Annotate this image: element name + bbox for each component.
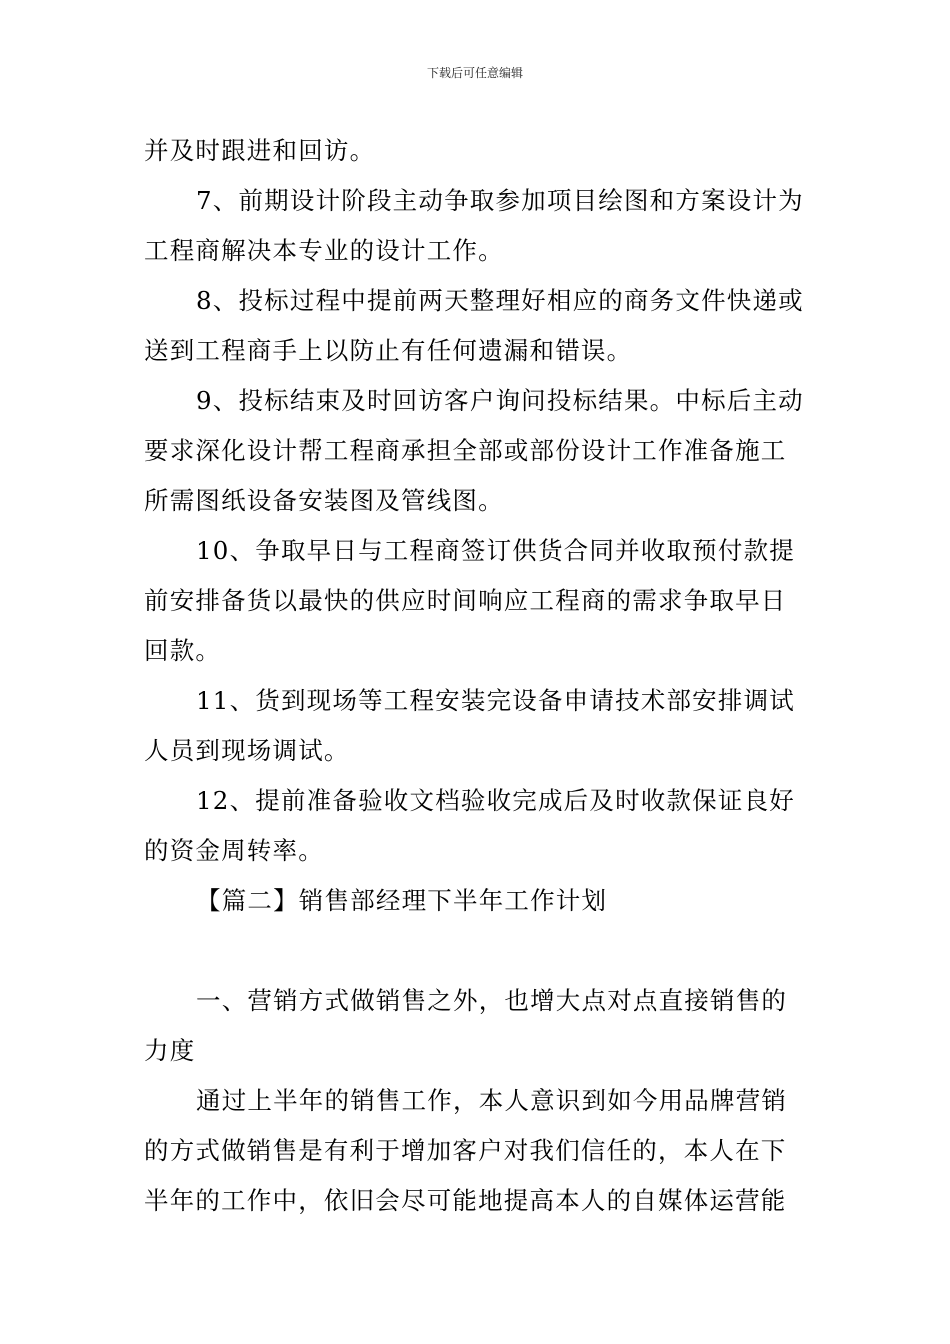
document-body	[144, 126, 810, 1226]
subsection-heading: 一、营销方式做销售之外，也增大点对点直接销售的力度	[144, 986, 788, 1065]
paragraph-item-11: 11、货到现场等工程安装完设备申请技术部安排调试人员到现场调试。	[144, 686, 795, 765]
paragraph-item-8: 8、投标过程中提前两天整理好相应的商务文件快递或送到工程商手上以防止有任何遗漏和错误。	[144, 286, 804, 365]
paragraph-item-10: 10、争取早日与工程商签订供货合同并收取预付款提前安排备货以最快的供应时间响应工程商的需求争取早日回款。	[144, 536, 795, 665]
paragraph-item-12: 12、提前准备验收文档验收完成后及时收款保证良好的资金周转率。	[144, 786, 795, 865]
paragraph-item-9: 9、投标结束及时回访客户询问投标结果。中标后主动要求深化设计帮工程商承担全部或部份设计工作准备施工所需图纸设备安装图及管线图。	[144, 386, 804, 515]
paragraph-item-7: 7、前期设计阶段主动争取参加项目绘图和方案设计为工程商解决本专业的设计工作。	[144, 186, 804, 265]
page-header: 下载后可任意编辑	[426, 66, 523, 80]
section-heading: 【篇二】销售部经理下半年工作计划	[196, 886, 608, 915]
paragraph-body: 通过上半年的销售工作，本人意识到如今用品牌营销的方式做销售是有利于增加客户对我们信任的，本人在下半年的工作中，依旧会尽可能地提高本人的自媒体运营能	[144, 1086, 788, 1215]
paragraph-continuation: 并及时跟进和回访。	[144, 136, 376, 165]
blank-line	[144, 926, 810, 976]
